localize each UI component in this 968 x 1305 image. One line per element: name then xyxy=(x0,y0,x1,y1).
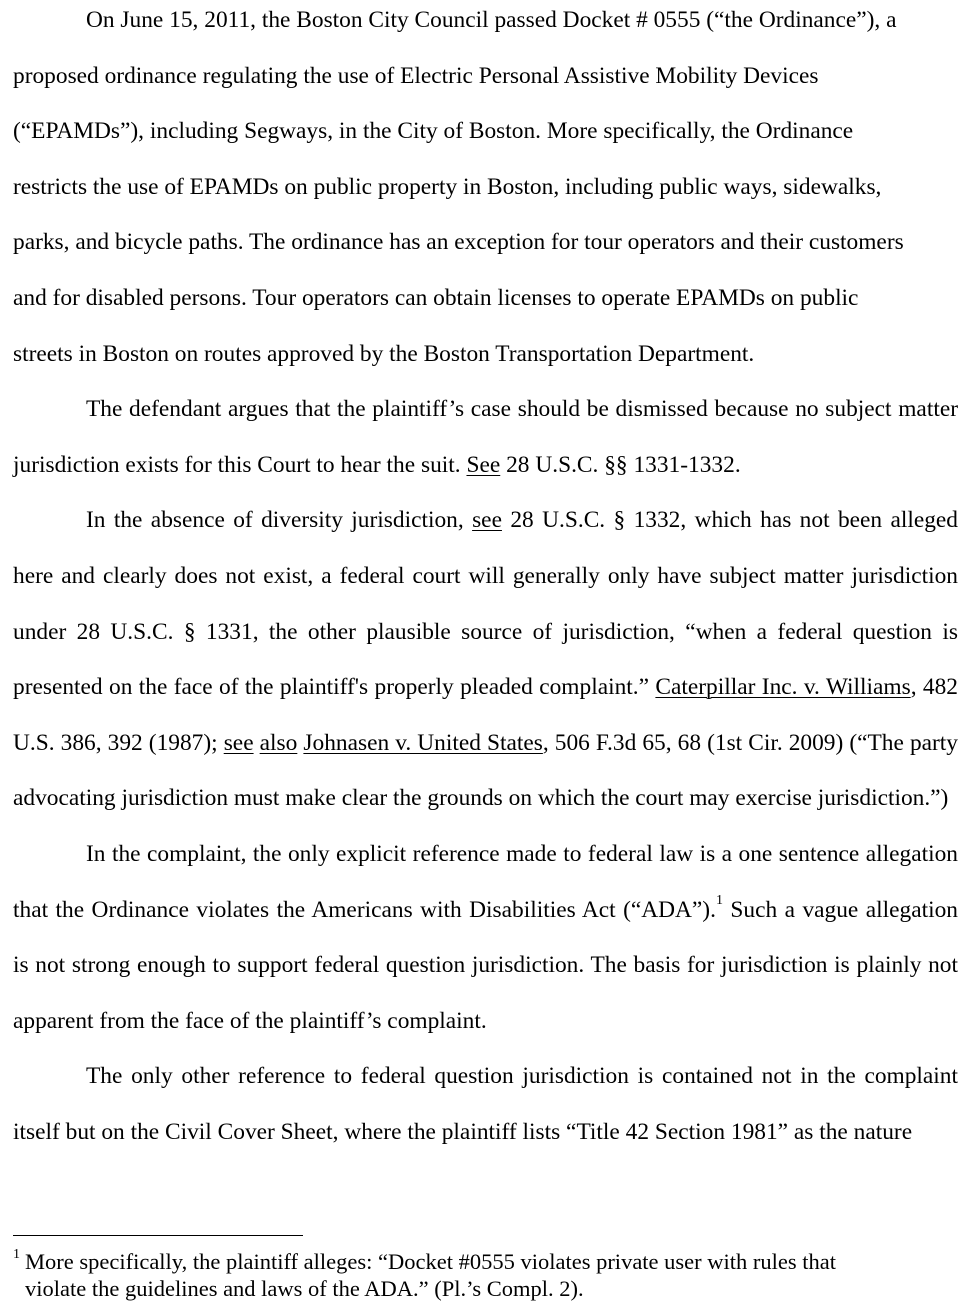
p1-line: proposed ordinance regulating the use of Electric Personal Assistive Mobility Devices xyxy=(13,62,819,89)
p1-line: parks, and bicycle paths. The ordinance has an exception for tour operators and their customers xyxy=(13,229,904,256)
footnote-reference[interactable]: 1 xyxy=(715,892,723,908)
paragraph-complaint-ada: In the complaint, the only explicit reference made to federal law is a one sentence allegation that the Ordinance violates the Americans with Disabilities Act (“ADA”).$^1$ Such a vague allegation is not strong enough to support federal question jurisdiction. The basis for jurisdiction is plainly not apparent from the face of the plaintiff’s complaint. xyxy=(13,840,958,1034)
footnote-divider xyxy=(13,1235,303,1236)
p1-line: On June 15, 2011, the Boston City Council passed Docket # 0555 (“the Ordinance”), a xyxy=(86,7,897,33)
paragraph-defendant-argument: The defendant argues that the plaintiff’s case should be dismissed because no subject matter jurisdiction exists for this Court to hear the suit. See 28 U.S.C. §§ 1331-1332. xyxy=(13,396,958,478)
case-name-johnasen: Johnasen v. United States xyxy=(303,729,543,756)
citation-signal: see xyxy=(223,729,254,756)
paragraph-ordinance xyxy=(13,0,958,382)
paragraph-diversity-jurisdiction: In the absence of diversity jurisdiction, see 28 U.S.C. § 1332, which has not been alleged here and clearly does not exist, a federal court will generally only have subject matter jurisdiction under 28 U.S.C. § 1331, the other plausible source of jurisdiction, “when a federal question is presented on the face of the plaintiff's properly pleaded complaint.” Caterpillar Inc. v. Williams, 482 U.S. 386, 392 (1987); see also Johnasen v. United States, 506 F.3d 65, 68 (1st Cir. 2009) (“The party advocating jurisdiction must make clear the grounds on which the court may exercise jurisdiction.”) xyxy=(13,507,959,812)
footnote xyxy=(13,1248,958,1302)
citation-signal: see xyxy=(472,507,502,534)
footnote-line: violate the guidelines and laws of the ADA.” (Pl.’s Compl. 2). xyxy=(25,1276,584,1301)
case-name-caterpillar: Caterpillar Inc. v. Williams xyxy=(655,674,911,701)
p1-line: streets in Boston on routes approved by the Boston Transportation Department. xyxy=(13,340,755,367)
paragraph-civil-cover-sheet: The only other reference to federal question jurisdiction is contained not in the complaint itself but on the Civil Cover Sheet, where the plaintiff lists “Title 42 Section 1981” as the nature xyxy=(13,1063,958,1145)
footnote-line: More specifically, the plaintiff alleges: “Docket #0555 violates private user with rules that xyxy=(25,1249,836,1274)
citation-signal: also xyxy=(259,729,298,756)
p1-line: restricts the use of EPAMDs on public property in Boston, including public ways, sidewalks, xyxy=(13,173,882,200)
footnote-mark: 1 xyxy=(13,1246,20,1262)
p1-line: and for disabled persons. Tour operators can obtain licenses to operate EPAMDs on public xyxy=(13,284,859,311)
citation-signal: See xyxy=(466,451,501,478)
p1-line: (“EPAMDs”), including Segways, in the City of Boston. More specifically, the Ordinance xyxy=(13,118,854,145)
body-text xyxy=(13,0,958,1160)
